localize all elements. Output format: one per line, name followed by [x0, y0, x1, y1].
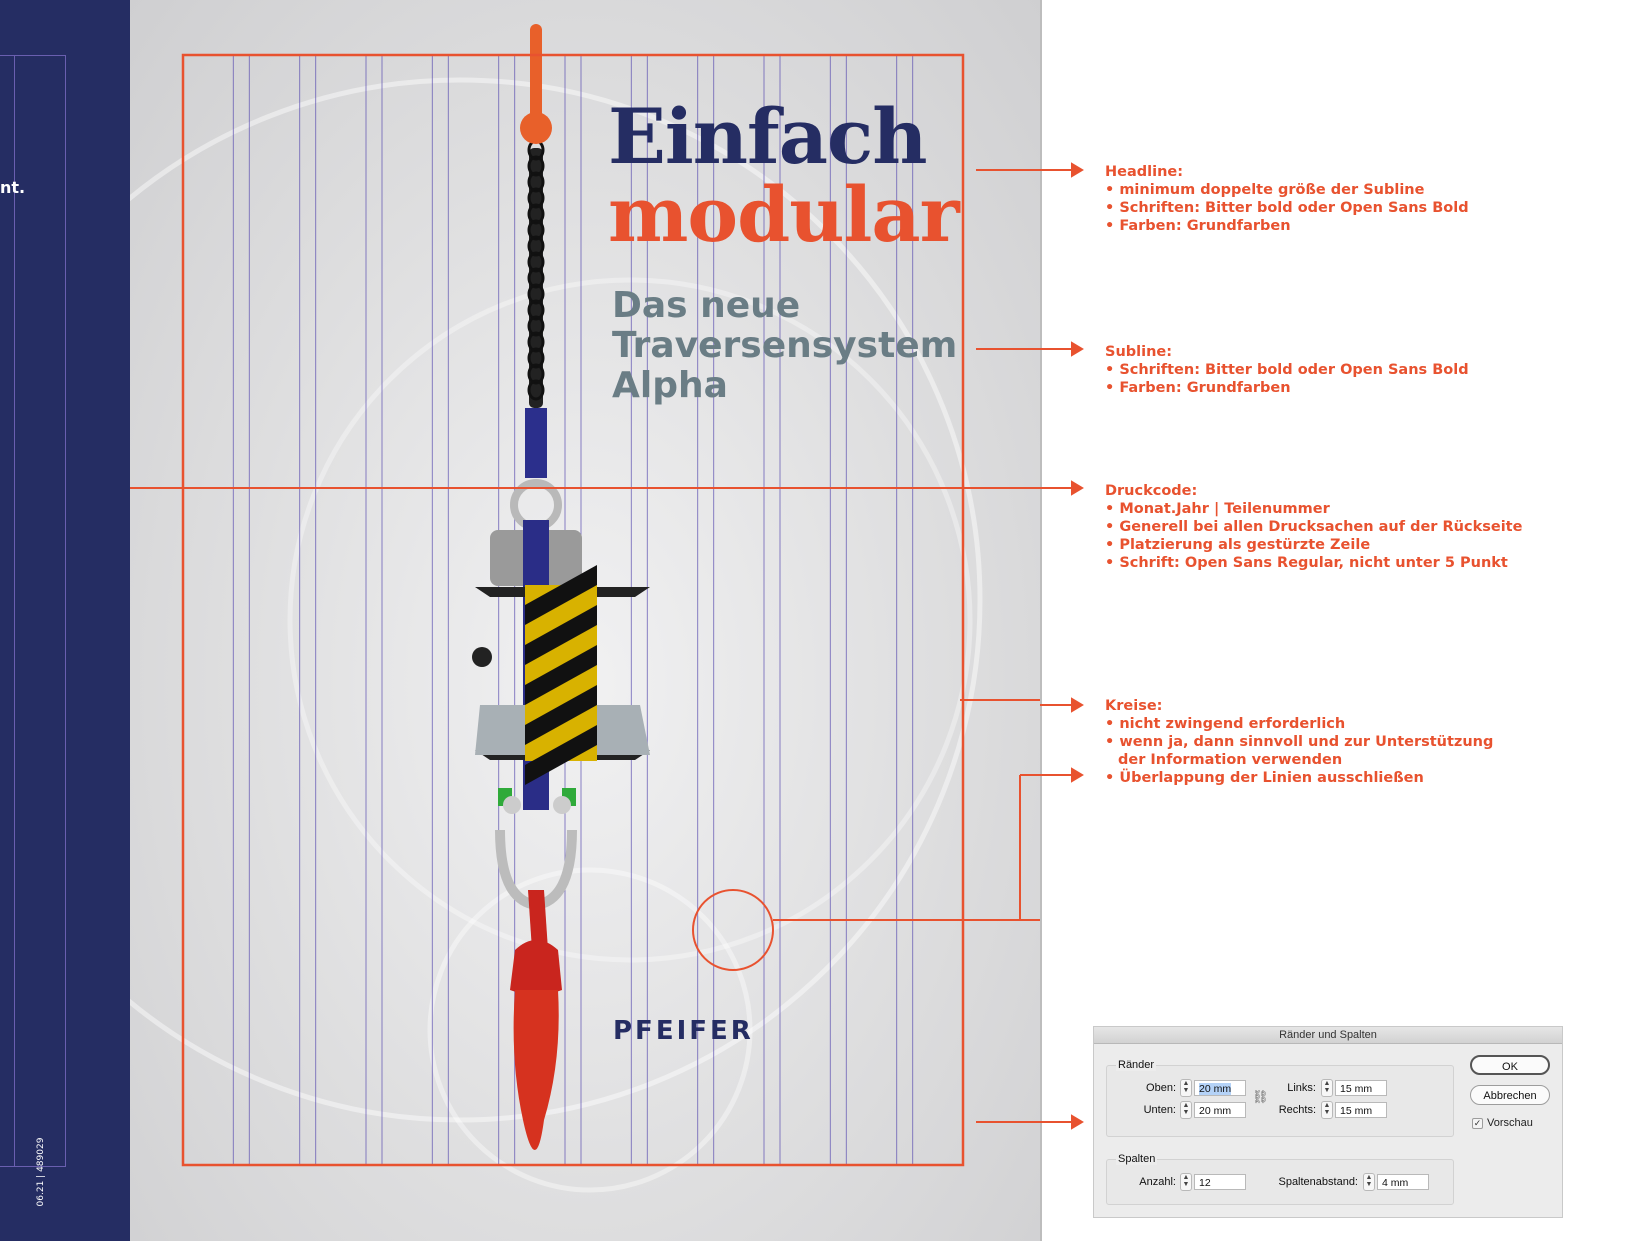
oben-label: Oben: — [1146, 1082, 1176, 1094]
annotation-item: • Farben: Grundfarben — [1105, 380, 1291, 396]
annotation-item: • Schrift: Open Sans Regular, nicht unter 5 Punkt — [1105, 555, 1508, 571]
headline-line1: Einfach — [608, 92, 927, 181]
annotation-item: • wenn ja, dann sinnvoll und zur Unterstützung — [1105, 734, 1494, 750]
annotation-item: • minimum doppelte größe der Subline — [1105, 182, 1425, 198]
spaltenabstand-stepper[interactable]: ▲ ▼ — [1363, 1173, 1375, 1191]
annotation-title: Kreise: — [1105, 698, 1163, 714]
subline-line1: Das neue — [612, 285, 801, 326]
annotation-item: • Schriften: Bitter bold oder Open Sans Bold — [1105, 200, 1469, 216]
cancel-button[interactable]: Abbrechen — [1470, 1085, 1550, 1105]
oben-stepper[interactable]: ▲ ▼ — [1180, 1079, 1192, 1097]
brand-logo: PFEIFER — [613, 1016, 754, 1046]
annotation-title: Druckcode: — [1105, 483, 1198, 499]
dialog-title: Ränder und Spalten — [1094, 1027, 1562, 1044]
margins-columns-dialog — [1093, 1026, 1563, 1218]
oben-field[interactable]: 20 mm — [1194, 1080, 1246, 1096]
annotation-kreise — [1105, 697, 1493, 787]
annotation-item: • Generell bei allen Drucksachen auf der Rückseite — [1105, 519, 1523, 535]
unten-stepper[interactable]: ▲ ▼ — [1180, 1101, 1192, 1119]
annotation-item: • Platzierung als gestürzte Zeile — [1105, 537, 1371, 553]
chain-link-icon[interactable]: ⛓ — [1252, 1089, 1269, 1104]
annotation-headline — [1105, 163, 1469, 235]
print-code: 06.21 | 489029 — [36, 1137, 46, 1207]
spaltenabstand-label: Spaltenabstand: — [1278, 1176, 1358, 1188]
preview-label: Vorschau — [1487, 1117, 1533, 1129]
annotation-title: Headline: — [1105, 164, 1184, 180]
annotation-item-continued: der Information verwenden — [1118, 752, 1343, 768]
rechts-stepper[interactable]: ▲ ▼ — [1321, 1101, 1333, 1119]
poster-canvas — [130, 0, 1040, 1241]
chain-icon — [529, 141, 543, 408]
columns-group-label: Spalten — [1118, 1153, 1156, 1165]
margins-group-label: Ränder — [1118, 1059, 1155, 1071]
unten-label: Unten: — [1143, 1104, 1176, 1116]
subline-line2: Traversensystem — [612, 325, 958, 366]
annotation-item: • Überlappung der Linien ausschließen — [1105, 770, 1424, 786]
links-field[interactable]: 15 mm — [1335, 1080, 1387, 1096]
annotation-item: • nicht zwingend erforderlich — [1105, 716, 1346, 732]
margin-guide — [0, 55, 15, 1167]
subline-line3: Alpha — [612, 365, 728, 406]
links-label: Links: — [1287, 1082, 1316, 1094]
annotation-item: • Monat.Jahr | Teilenummer — [1105, 501, 1330, 517]
annotation-item: • Farben: Grundfarben — [1105, 218, 1291, 234]
anzahl-stepper[interactable]: ▲ ▼ — [1180, 1173, 1192, 1191]
cut-off-text: nt. — [0, 178, 26, 197]
headline-line2: modular — [608, 170, 959, 259]
links-stepper[interactable]: ▲ ▼ — [1321, 1079, 1333, 1097]
anzahl-field[interactable]: 12 — [1194, 1174, 1246, 1190]
navy-side-panel — [0, 0, 130, 1241]
annotation-subline — [1105, 343, 1469, 397]
annotation-druckcode — [1105, 482, 1522, 572]
rechts-label: Rechts: — [1278, 1104, 1316, 1116]
annotation-title: Subline: — [1105, 344, 1173, 360]
rechts-field[interactable]: 15 mm — [1335, 1102, 1387, 1118]
margin-guide — [14, 55, 66, 1167]
anzahl-label: Anzahl: — [1139, 1176, 1176, 1188]
preview-checkbox[interactable]: ✓ — [1473, 1118, 1482, 1128]
ok-button[interactable]: OK — [1470, 1055, 1550, 1075]
unten-field[interactable]: 20 mm — [1194, 1102, 1246, 1118]
annotation-item: • Schriften: Bitter bold oder Open Sans Bold — [1105, 362, 1469, 378]
margins-group — [1106, 1065, 1454, 1137]
spaltenabstand-field[interactable]: 4 mm — [1377, 1174, 1429, 1190]
